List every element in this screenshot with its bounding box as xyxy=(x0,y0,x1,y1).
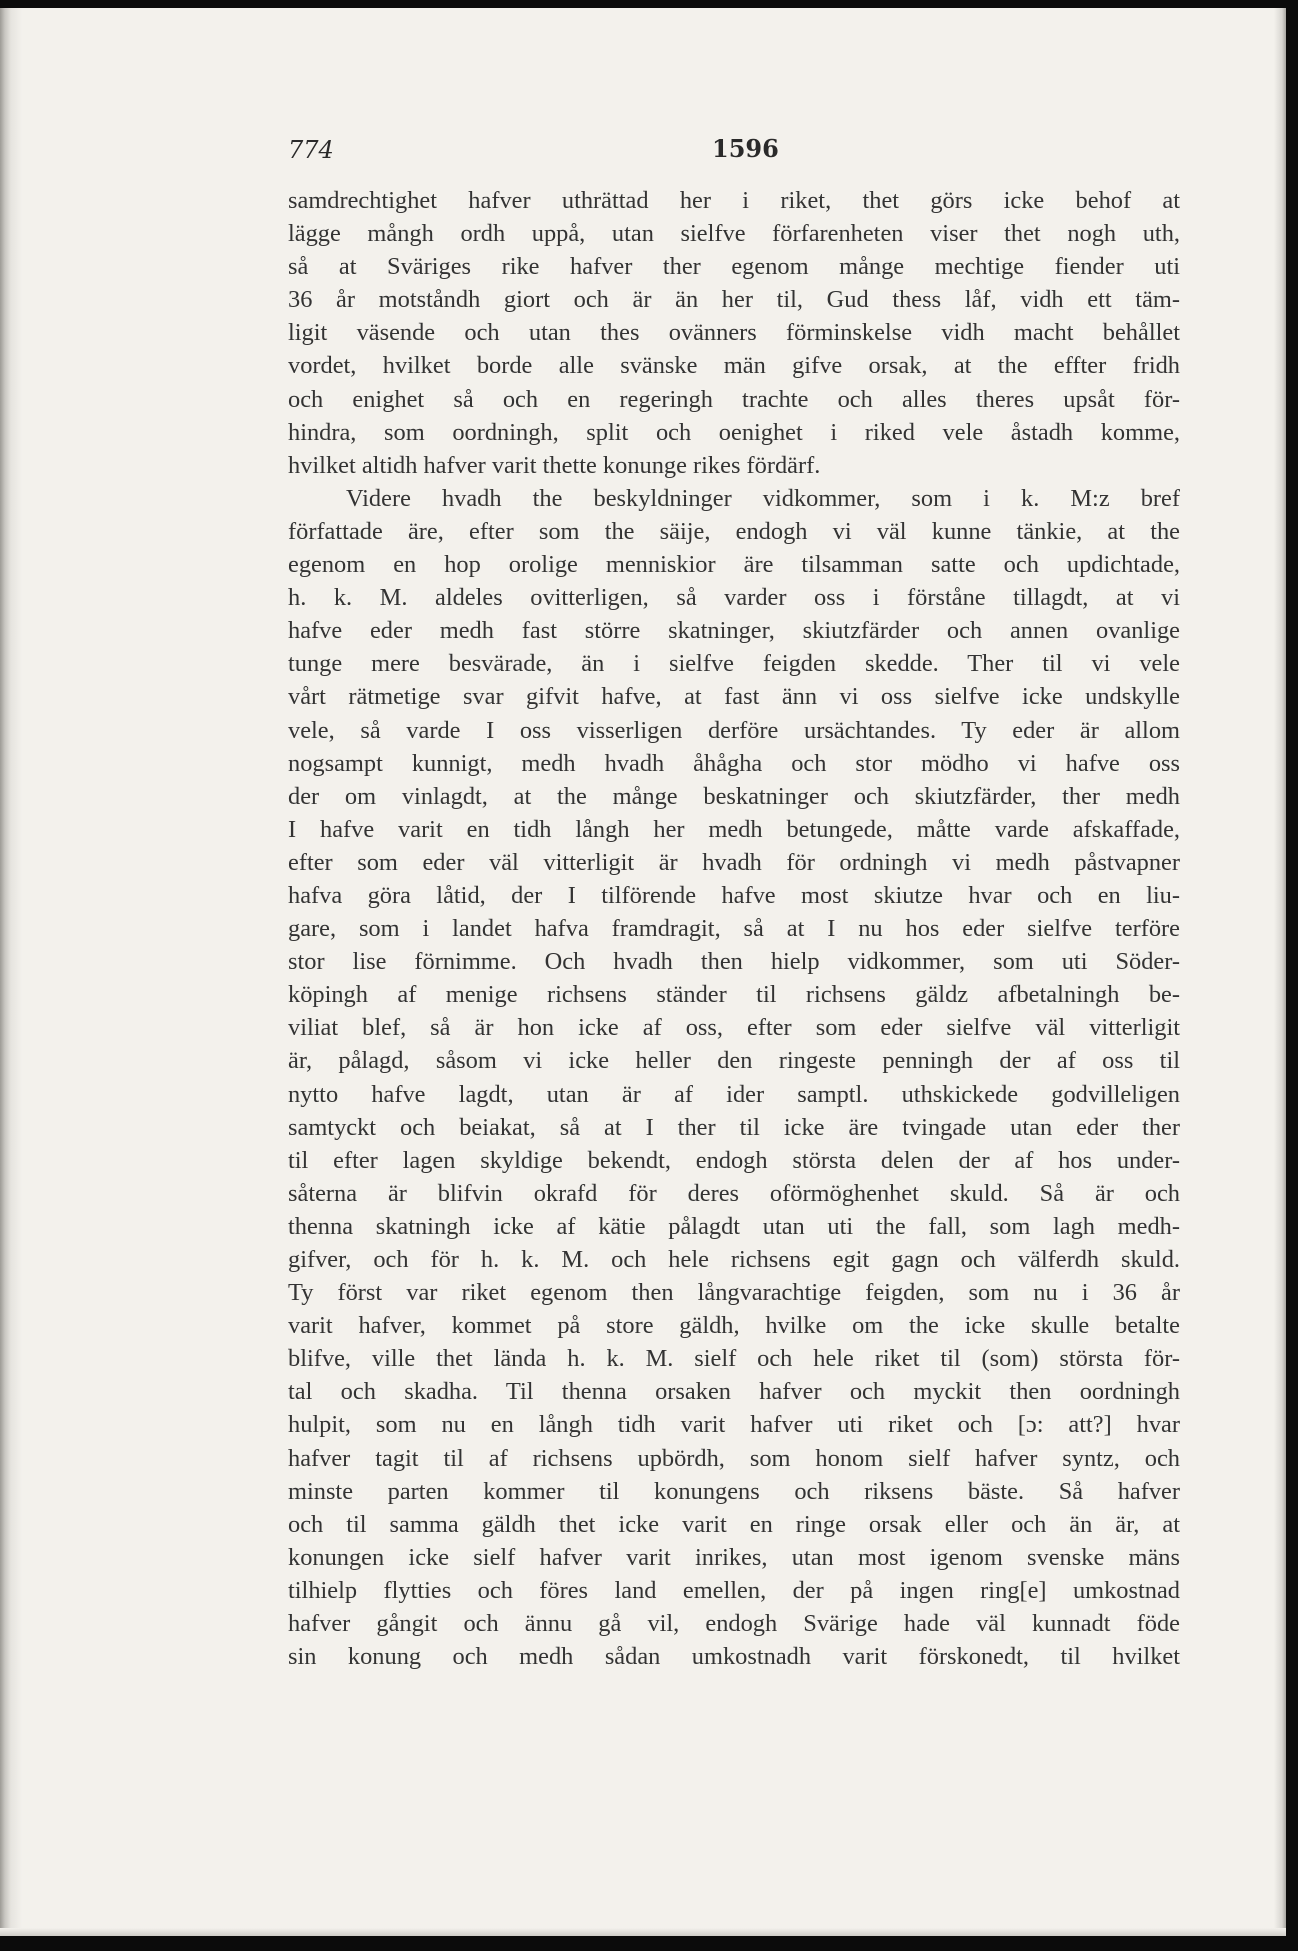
text-line: tilhielp flytties och föres land emellen, der på ingen ring[e] umkostnad xyxy=(288,1576,1180,1604)
text-line: stor lise förnimme. Och hvadh then hielp vidkommer, som uti Söder- xyxy=(288,948,1180,976)
document-page xyxy=(0,8,1286,1936)
text-line: samtyckt och beiakat, så at I ther til icke äre tvingade utan eder ther xyxy=(288,1113,1180,1141)
text-line: vordet, hvilket borde alle svänske män gifve orsak, at the effter fridh xyxy=(288,352,1180,380)
text-line: h. k. M. aldeles ovitterligen, så varder oss i förståne tillagdt, at vi xyxy=(288,584,1180,612)
text-line: köpingh af menige richsens ständer til richsens gäldz afbetalningh be- xyxy=(288,981,1180,1009)
text-line: egenom en hop orolige menniskior äre tilsamman satte och updichtade, xyxy=(288,551,1180,579)
text-line: hafver tagit til af richsens upbördh, som honom sielf hafver syntz, och xyxy=(288,1444,1180,1472)
text-line: Ty först var riket egenom then långvarachtige feigden, som nu i 36 år xyxy=(288,1279,1180,1307)
text-line: minste parten kommer til konungens och riksens bäste. Så hafver xyxy=(288,1477,1180,1505)
text-line: hafva göra låtid, der I tilförende hafve most skiutze hvar och en liu- xyxy=(288,881,1180,909)
text-line: och enighet så och en regeringh trachte och alles theres upsåt för- xyxy=(288,385,1180,413)
page-number: 774 xyxy=(288,136,334,164)
text-line: lägge mångh ordh uppå, utan sielfve förfarenheten viser thet nogh uth, xyxy=(288,220,1180,248)
text-line: sin konung och medh sådan umkostnadh varit förskonedt, til hvilket xyxy=(288,1643,1180,1671)
text-line: samdrechtighet hafver uthrättad her i riket, thet görs icke behof at xyxy=(288,187,1180,214)
text-line: så at Sväriges rike hafver ther egenom månge mechtige fiender uti xyxy=(288,253,1180,281)
text-line: tunge mere besvärade, än i sielfve feigden skedde. Ther til vi vele xyxy=(288,650,1180,678)
text-line: viliat blef, så är hon icke af oss, efter som eder sielfve väl vitterligit xyxy=(288,1014,1180,1042)
text-line: hindra, som oordningh, split och oenighet i riked vele åstadh komme, xyxy=(288,418,1180,446)
text-line: gare, som i landet hafva framdragit, så at I nu hos eder sielfve terföre xyxy=(288,915,1180,943)
page-edge-shadow xyxy=(1274,8,1286,1936)
text-line: blifve, ville thet lända h. k. M. sielf och hele riket til (som) största för- xyxy=(288,1345,1180,1373)
text-line: och til samma gäldh thet icke varit en ringe orsak eller och än är, at xyxy=(288,1510,1180,1538)
text-line: hafver gångit och ännu gå vil, endogh Svärige hade väl kunnadt föde xyxy=(288,1610,1180,1638)
text-line: der om vinlagdt, at the månge beskatninger och skiutzfärder, ther medh xyxy=(288,782,1180,810)
text-line: vårt rätmetige svar gifvit hafve, at fast änn vi oss sielfve icke undskylle xyxy=(288,683,1180,711)
text-line: nogsampt kunnigt, medh hvadh åhågha och stor mödho vi hafve oss xyxy=(288,749,1180,777)
text-line: konungen icke sielf hafver varit inrikes, utan most igenom svenske mäns xyxy=(288,1543,1180,1571)
paragraph-last-line: hvilket altidh hafver varit thette konunge rikes fördärf. xyxy=(288,451,821,479)
text-line: til efter lagen skyldige bekendt, endogh största delen der af hos under- xyxy=(288,1146,1180,1174)
text-line: författade äre, efter som the säije, endogh vi väl kunne tänkie, at the xyxy=(288,517,1180,545)
text-line: såterna är blifvin okrafd för deres oförmöghenhet skuld. Så är och xyxy=(288,1179,1180,1207)
paragraph-first-line: Videre hvadh the beskyldninger vidkommer, som i k. M:z bref xyxy=(346,484,1180,512)
running-head-year: 1596 xyxy=(712,134,779,163)
text-line: tal och skadha. Til thenna orsaken hafver och myckit then oordningh xyxy=(288,1378,1180,1406)
text-line: thenna skatningh icke af kätie pålagdt utan uti the fall, som lagh medh- xyxy=(288,1212,1180,1240)
text-line: ligit väsende och utan thes ovänners förminskelse vidh macht behållet xyxy=(288,319,1180,347)
text-line: I hafve varit en tidh långh her medh betungede, måtte varde afskaffade, xyxy=(288,815,1180,843)
page-gutter-shadow xyxy=(0,8,22,1936)
text-line: är, pålagd, såsom vi icke heller den ringeste penningh der af oss til xyxy=(288,1047,1180,1075)
text-line: vele, så varde I oss visserligen derföre ursächtandes. Ty eder är allom xyxy=(288,716,1180,744)
page-bottom-shadow xyxy=(0,1928,1286,1936)
text-line: nytto hafve lagdt, utan är af ider samptl. uthskickede godvilleligen xyxy=(288,1080,1180,1108)
text-line: efter som eder väl vitterligit är hvadh för ordningh vi medh påstvapner xyxy=(288,848,1180,876)
text-line: 36 år motståndh giort och är än her til, Gud thess låf, vidh ett täm- xyxy=(288,286,1180,314)
text-line: varit hafver, kommet på store gäldh, hvilke om the icke skulle betalte xyxy=(288,1312,1180,1340)
page-header xyxy=(288,130,1180,170)
body-text xyxy=(288,184,1180,1673)
text-line: hafve eder medh fast större skatninger, skiutzfärder och annen ovanlige xyxy=(288,617,1180,645)
text-line: hulpit, som nu en långh tidh varit hafver uti riket och [ɔ: att?] hvar xyxy=(288,1411,1180,1439)
text-line: gifver, och för h. k. M. och hele richsens egit gagn och välferdh skuld. xyxy=(288,1246,1180,1273)
